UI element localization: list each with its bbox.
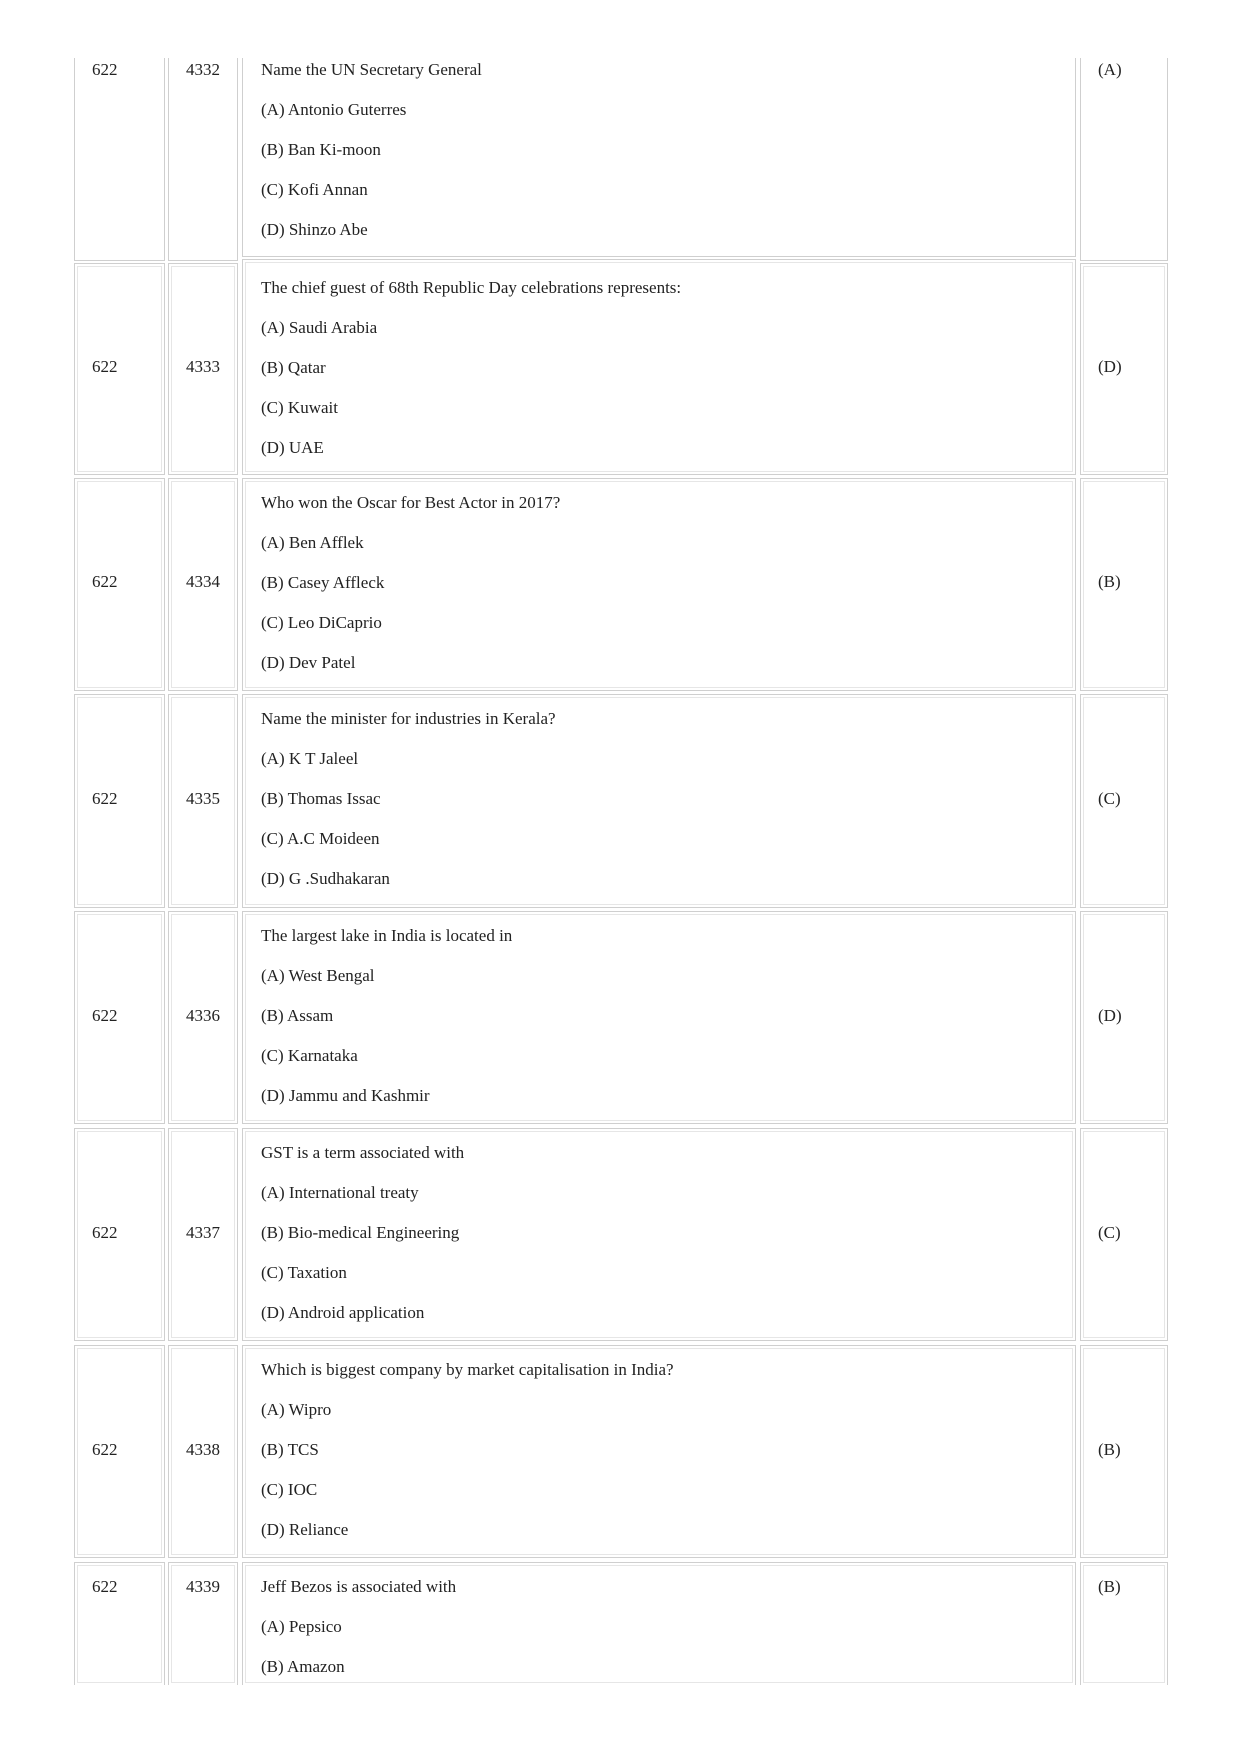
answer: (D) (1098, 1006, 1122, 1025)
option-c: (C) Kuwait (261, 398, 338, 417)
question-text: Which is biggest company by market capitalisation in India? (261, 1360, 674, 1379)
question-number-cell (168, 911, 238, 1124)
question-number-cell (168, 1562, 238, 1685)
question-cell (242, 1345, 1076, 1558)
option-b: (B) Ban Ki-moon (261, 140, 381, 159)
table-row (74, 1128, 1168, 1341)
question-cell (242, 478, 1076, 691)
question-number: 4337 (186, 1223, 220, 1242)
question-text: Name the UN Secretary General (261, 60, 482, 79)
option-d: (D) G .Sudhakaran (261, 869, 390, 888)
set-cell (74, 1562, 165, 1685)
question-number: 4339 (186, 1577, 220, 1596)
answer: (D) (1098, 357, 1122, 376)
table-row (74, 1562, 1168, 1685)
question-cell (242, 694, 1076, 908)
option-d: (D) Android application (261, 1303, 425, 1322)
option-d: (D) Reliance (261, 1520, 349, 1539)
answer: (A) (1098, 60, 1122, 79)
option-a: (A) Pepsico (261, 1617, 342, 1636)
option-d: (D) Dev Patel (261, 653, 356, 672)
question-number: 4335 (186, 789, 220, 808)
option-a: (A) Ben Afflek (261, 533, 364, 552)
answer: (B) (1098, 1577, 1121, 1596)
option-a: (A) K T Jaleel (261, 749, 359, 768)
option-c: (C) Taxation (261, 1263, 347, 1282)
answer-cell (1080, 1562, 1168, 1685)
question-cell (242, 58, 1076, 257)
answer-cell (1080, 911, 1168, 1124)
option-b: (B) Bio-medical Engineering (261, 1223, 460, 1242)
set-cell (74, 58, 165, 261)
set-number: 622 (92, 789, 118, 808)
option-d: (D) Shinzo Abe (261, 220, 368, 239)
question-text: Jeff Bezos is associated with (261, 1577, 457, 1596)
set-number: 622 (92, 1006, 118, 1025)
question-cell (242, 911, 1076, 1124)
question-number-cell (168, 263, 238, 475)
answer-cell (1080, 263, 1168, 475)
option-a: (A) Antonio Guterres (261, 100, 407, 119)
option-b: (B) Thomas Issac (261, 789, 381, 808)
answer-cell (1080, 478, 1168, 691)
option-c: (C) Leo DiCaprio (261, 613, 382, 632)
option-d: (D) Jammu and Kashmir (261, 1086, 430, 1105)
table-row (74, 263, 1168, 475)
answer-cell (1080, 1345, 1168, 1558)
table-row (74, 478, 1168, 691)
question-number-cell (168, 694, 238, 908)
set-number: 622 (92, 1577, 118, 1596)
option-a: (A) International treaty (261, 1183, 419, 1202)
set-cell (74, 911, 165, 1124)
option-d: (D) UAE (261, 438, 324, 457)
question-cell (242, 1562, 1076, 1685)
question-number: 4332 (186, 60, 220, 79)
question-number: 4338 (186, 1440, 220, 1459)
set-cell (74, 263, 165, 475)
set-cell (74, 694, 165, 908)
question-number: 4333 (186, 357, 220, 376)
table-row (74, 694, 1168, 908)
option-b: (B) Amazon (261, 1657, 345, 1676)
set-cell (74, 1128, 165, 1341)
question-number-cell (168, 478, 238, 691)
set-number: 622 (92, 1223, 118, 1242)
option-b: (B) Assam (261, 1006, 334, 1025)
option-a: (A) Saudi Arabia (261, 318, 378, 337)
answer-cell (1080, 694, 1168, 908)
question-number-cell (168, 1128, 238, 1341)
set-cell (74, 478, 165, 691)
answer-cell (1080, 58, 1168, 261)
table-row (74, 1345, 1168, 1558)
option-a: (A) West Bengal (261, 966, 375, 985)
question-number-cell (168, 58, 238, 261)
question-text: GST is a term associated with (261, 1143, 465, 1162)
question-number: 4336 (186, 1006, 220, 1025)
question-text: Who won the Oscar for Best Actor in 2017? (261, 493, 561, 512)
option-c: (C) Karnataka (261, 1046, 358, 1065)
table-row (74, 911, 1168, 1124)
answer: (B) (1098, 1440, 1121, 1459)
option-c: (C) IOC (261, 1480, 318, 1499)
answer-cell (1080, 1128, 1168, 1341)
question-text: Name the minister for industries in Kerala? (261, 709, 556, 728)
option-c: (C) A.C Moideen (261, 829, 380, 848)
question-cell (242, 259, 1076, 475)
question-number: 4334 (186, 572, 220, 591)
question-number-cell (168, 1345, 238, 1558)
set-number: 622 (92, 572, 118, 591)
set-number: 622 (92, 60, 118, 79)
question-text: The chief guest of 68th Republic Day celebrations represents: (261, 278, 682, 297)
answer: (C) (1098, 789, 1121, 808)
option-b: (B) Qatar (261, 358, 326, 377)
question-cell (242, 1128, 1076, 1341)
set-number: 622 (92, 1440, 118, 1459)
option-a: (A) Wipro (261, 1400, 332, 1419)
option-b: (B) Casey Affleck (261, 573, 385, 592)
table-row (74, 58, 1168, 261)
option-c: (C) Kofi Annan (261, 180, 368, 199)
answer: (B) (1098, 572, 1121, 591)
option-b: (B) TCS (261, 1440, 319, 1459)
question-text: The largest lake in India is located in (261, 926, 513, 945)
answer: (C) (1098, 1223, 1121, 1242)
set-number: 622 (92, 357, 118, 376)
set-cell (74, 1345, 165, 1558)
